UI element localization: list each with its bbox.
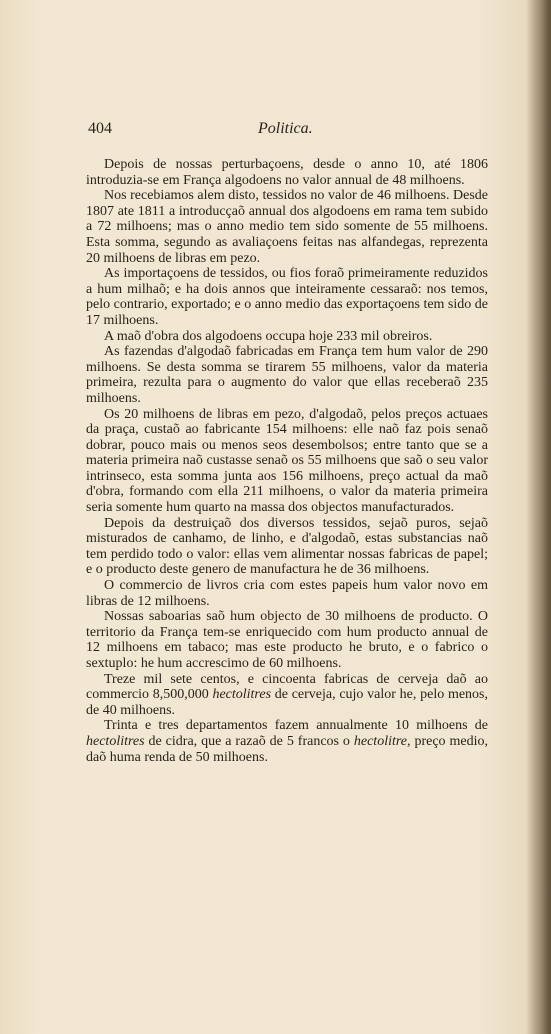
text-run: , preço medio, daõ huma renda de 50 milhoens.	[86, 733, 488, 765]
running-title: Politica.	[258, 120, 313, 137]
page-number: 404	[88, 120, 112, 137]
paragraph: Os 20 milhoens de libras em pezo, d'algodaõ, pelos preços actuaes da praça, custaõ ao fabricante 154 milhoens: elle naõ faz pois senaõ dobrar, pouco mais ou menos seos desembolsos; entre tanto que se a materia primeira naõ custasse senaõ os 55 milhoens que saõ o seu valor intrinseco, esta somma junta aos 156 milhoens, preço actual da maõ d'obra, formando com ella 211 milhoens, o valor da materia primeira seria somente hum quarto na massa dos objectos manufacturados.	[86, 406, 488, 516]
text-run: de cerveja, cujo valor he, pelo menos, de 40 milhoens.	[86, 687, 488, 718]
paragraph: Nos recebiamos alem disto, tessidos no valor de 46 milhoens. Desde 1807 ate 1811 a introducçaõ annual dos algodoens em rama tem subido a 72 milhoens; mas o anno medio tem sido somente de 55 milhoens. Esta somma, segundo as avaliaçoens feitas nas alfandegas, reprezenta 20 milhoens de libras em pezo.	[86, 188, 488, 266]
paragraph: Depois da destruiçaõ dos diversos tessidos, sejaõ puros, sejaõ misturados de canhamo, de linho, e d'algodaõ, estas substancias naõ tem perdido todo o valor: ellas vem alimentar nossas fabricas de papel; e o producto deste genero de manufactura he de 36 milhoens.	[86, 515, 488, 578]
text-run: de cidra, que a razaõ de 5 francos o	[144, 733, 354, 749]
binding-shadow	[527, 0, 551, 1034]
paragraph: Nossas saboarias saõ hum objecto de 30 milhoens de producto. O territorio da França tem-se enriquecido com hum producto annual de 12 milhoens em tabaco; mas este producto he bruto, e o fabrico o sextuplo: he hum accrescimo de 60 milhoens.	[86, 609, 488, 671]
text-run: Treze mil sete centos, e cincoenta fabricas de cerveja daõ ao commercio 8,500,000	[86, 671, 488, 703]
paragraph: As importaçoens de tessidos, ou fios foraõ primeiramente reduzidos a hum milhaõ; e ha dois annos que inteiramente cessaraõ: nos temos, pelo contrario, exportado; e o anno medio das exportaçoens tem sido de 17 milhoens.	[86, 266, 488, 328]
paragraph: Depois de nossas perturbaçoens, desde o anno 10, até 1806 introduzia-se em França algodoens no valor annual de 48 milhoens.	[86, 157, 488, 188]
page-header	[88, 120, 518, 140]
paragraph: O commercio de livros cria com estes papeis hum valor novo em libras de 12 milhoens.	[86, 578, 488, 609]
italic-term: hectolitres	[86, 733, 145, 749]
paragraph	[86, 718, 488, 765]
paragraph: A maõ d'obra dos algodoens occupa hoje 233 mil obreiros.	[104, 328, 433, 344]
text-run: Trinta e tres departamentos fazem annualmente 10 milhoens de	[104, 718, 488, 734]
italic-term: hectolitres	[212, 687, 272, 703]
paragraph: As fazendas d'algodaõ fabricadas em França tem hum valor de 290 milhoens. Se desta somma se tirarem 55 milhoens, valor da materia primeira, rezulta para o augmento do valor que ellas receberaõ 235 milhoens.	[86, 344, 488, 406]
paragraph	[86, 672, 488, 719]
body-text	[86, 157, 488, 765]
italic-term: hectolitre	[353, 733, 408, 749]
